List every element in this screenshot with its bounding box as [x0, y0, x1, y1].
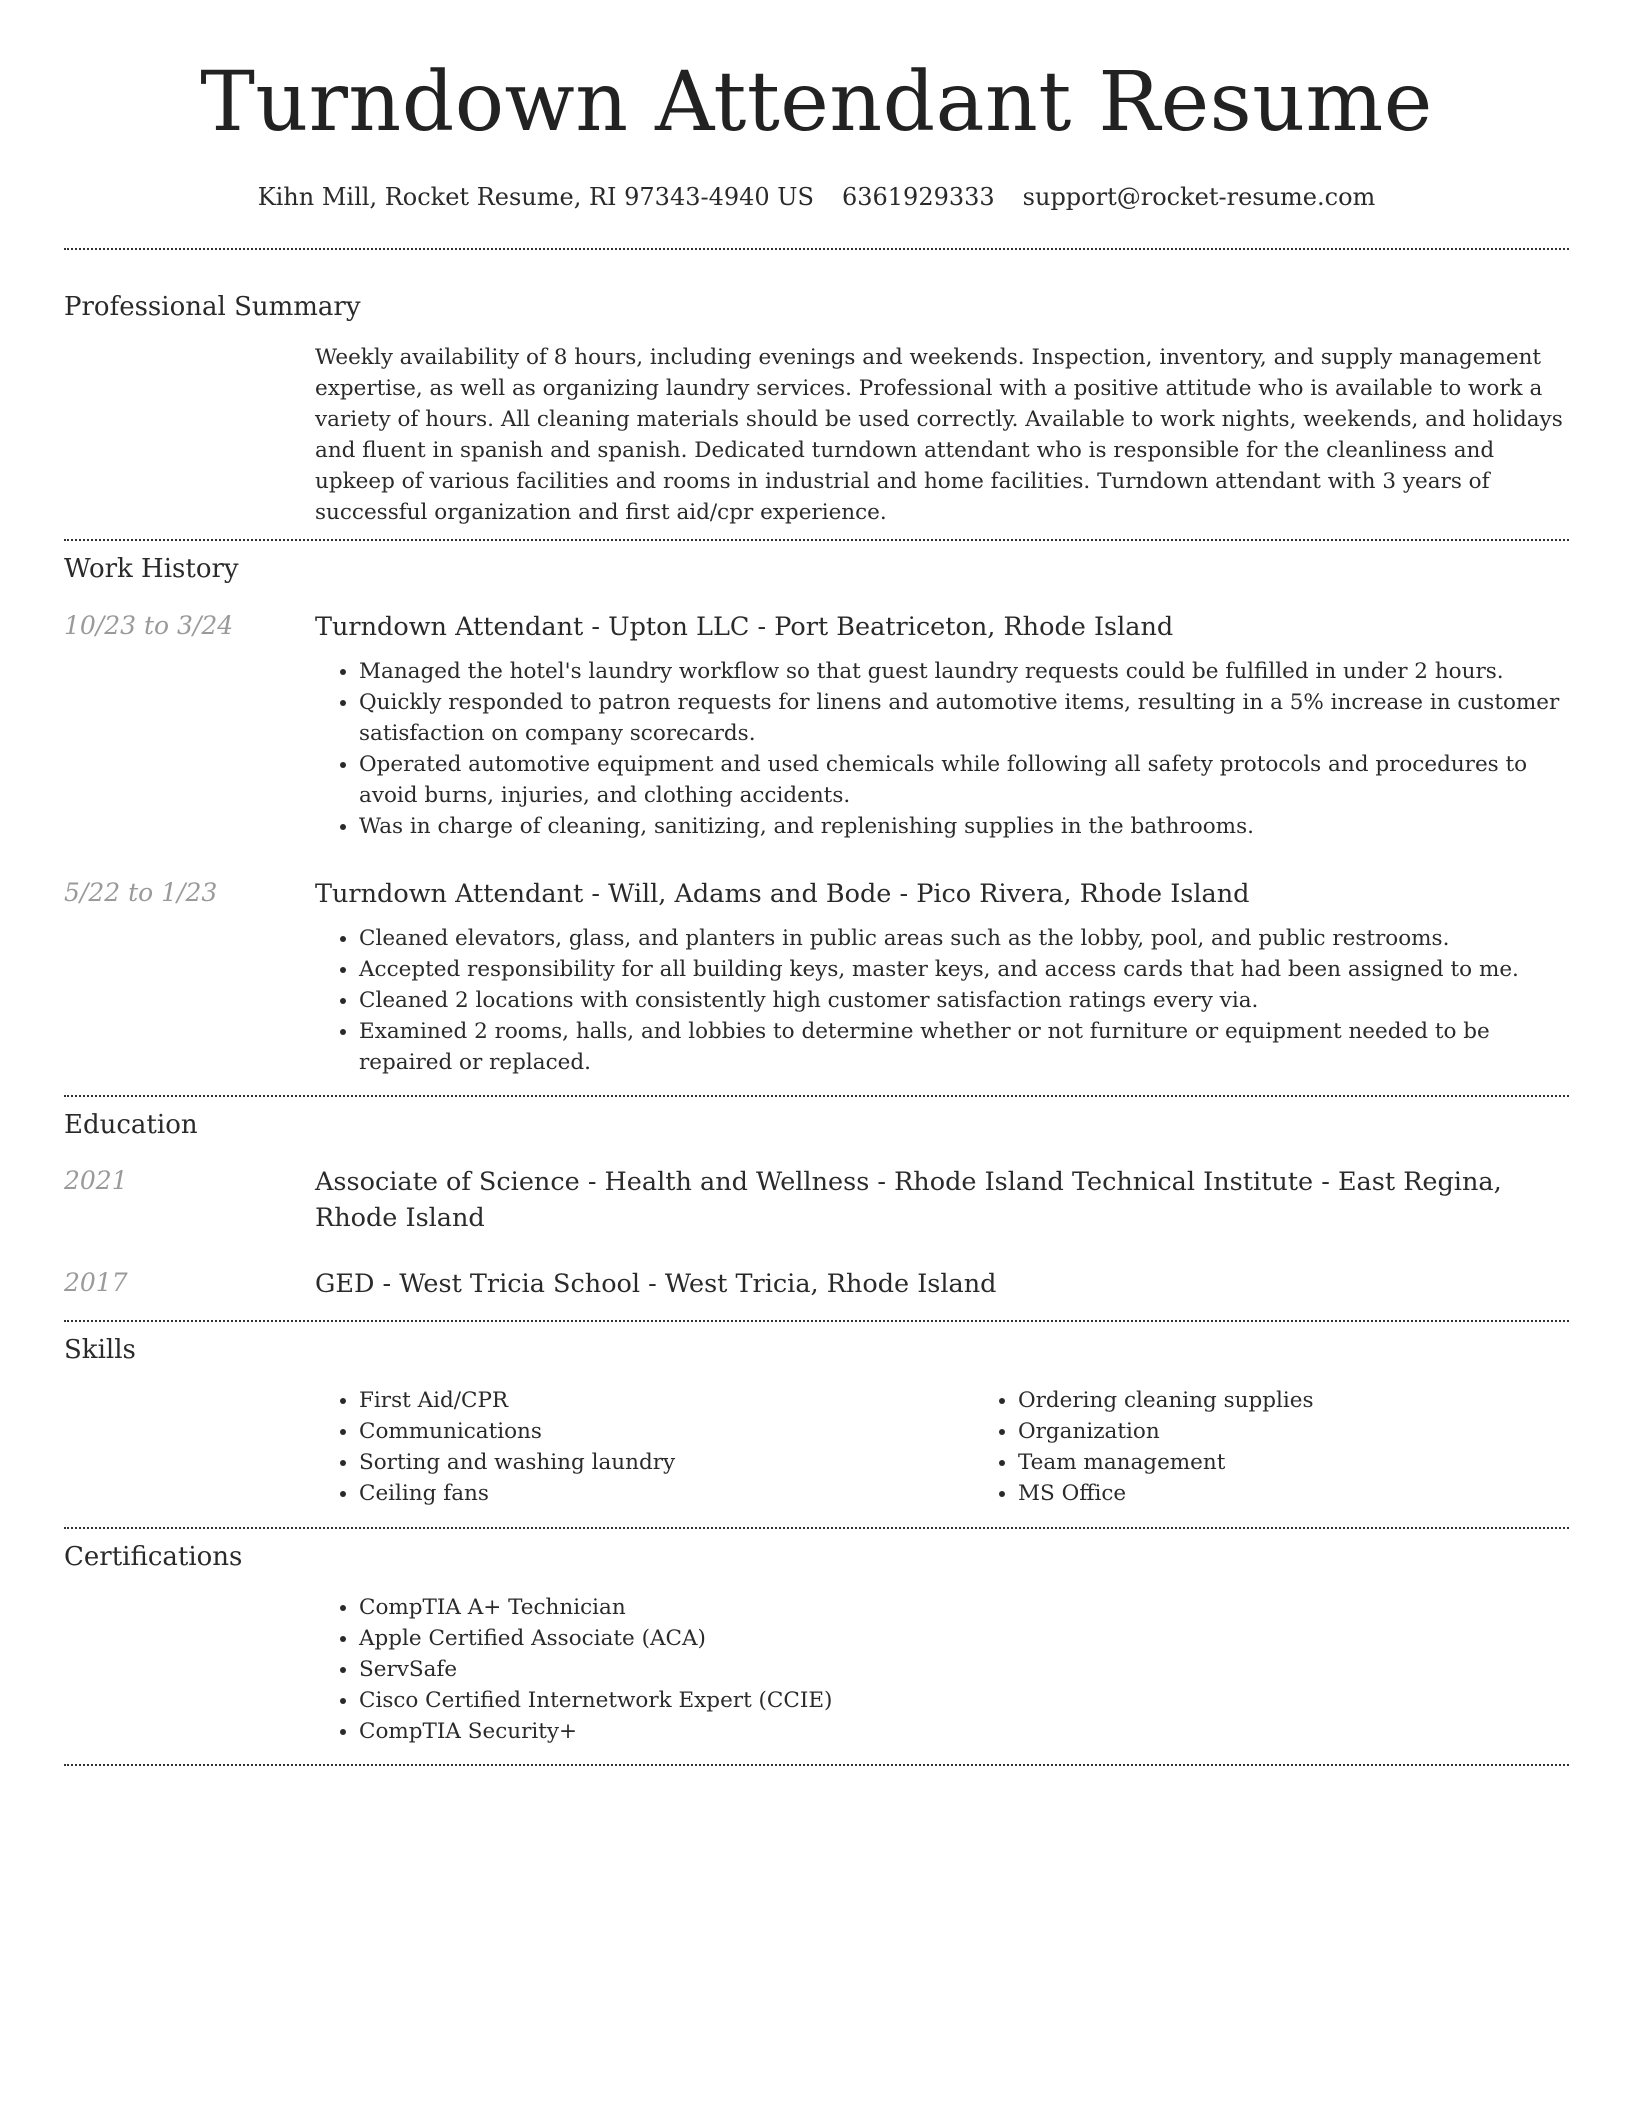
education-year: 2017	[64, 1268, 128, 1297]
education-divider	[64, 1320, 1569, 1322]
list-item: • Ceiling fans	[359, 1478, 974, 1509]
list-item: • Organization	[1018, 1416, 1632, 1447]
list-item: • Ordering cleaning supplies	[1018, 1385, 1632, 1416]
list-item: • Managed the hotel's laundry workflow so that guest laundry requests could be fulfilled in under 2 hours.	[359, 656, 1569, 687]
skills-columns	[315, 1385, 1632, 1509]
work-history-heading: Work History	[64, 554, 239, 584]
list-item: • ServSafe	[359, 1654, 1569, 1685]
education-section	[64, 1108, 1569, 1302]
contact-email: support@rocket-resume.com	[1022, 183, 1376, 211]
list-item: • Cleaned elevators, glass, and planters in public areas such as the lobby, pool, and public restrooms.	[359, 923, 1569, 954]
list-item: • Operated automotive equipment and used chemicals while following all safety protocols and procedures to avoid burns, injuries, and clothing accidents.	[359, 749, 1569, 811]
list-item: • Examined 2 rooms, halls, and lobbies to determine whether or not furniture or equipment needed to be repaired or replaced.	[359, 1016, 1569, 1078]
job-entry	[64, 876, 1569, 1078]
resume-page	[64, 0, 1569, 1766]
list-item: • MS Office	[1018, 1478, 1632, 1509]
work-divider	[64, 1095, 1569, 1097]
list-item: • Accepted responsibility for all building keys, master keys, and access cards that had been assigned to me.	[359, 954, 1569, 985]
list-item: • Communications	[359, 1416, 974, 1447]
education-entry	[64, 1266, 1569, 1302]
education-heading-text: GED - West Tricia School - West Tricia, Rhode Island	[315, 1269, 997, 1299]
list-item: • Apple Certified Associate (ACA)	[359, 1623, 1569, 1654]
job-dates: 5/22 to 1/23	[64, 878, 218, 907]
list-item: • Cleaned 2 locations with consistently high customer satisfaction ratings every via.	[359, 985, 1569, 1016]
summary-spacer	[64, 342, 315, 528]
certifications-heading: Certifications	[64, 1542, 243, 1572]
education-entry	[64, 1164, 1569, 1236]
job-entry	[64, 609, 1569, 842]
work-history-section	[64, 552, 1569, 1078]
summary-heading: Professional Summary	[64, 292, 361, 322]
job-duties-list	[315, 923, 1569, 1078]
contact-line	[64, 180, 1569, 214]
list-item: • Team management	[1018, 1447, 1632, 1478]
certifications-spacer	[64, 1592, 315, 1747]
contact-phone: 6361929333	[841, 183, 995, 211]
job-dates: 10/23 to 3/24	[64, 611, 234, 640]
job-heading: Turndown Attendant - Upton LLC - Port Beatriceton, Rhode Island	[315, 612, 1174, 642]
education-year: 2021	[64, 1166, 128, 1195]
skills-list-left	[315, 1385, 974, 1509]
job-heading: Turndown Attendant - Will, Adams and Bode - Pico Rivera, Rhode Island	[315, 879, 1250, 909]
resume-title: Turndown Attendant Resume	[200, 55, 1433, 150]
summary-divider	[64, 539, 1569, 541]
list-item: • CompTIA Security+	[359, 1716, 1569, 1747]
education-heading: Education	[64, 1110, 198, 1140]
list-item: • First Aid/CPR	[359, 1385, 974, 1416]
certifications-list	[315, 1592, 1569, 1747]
list-item: • CompTIA A+ Technician	[359, 1592, 1569, 1623]
header-divider	[64, 248, 1569, 250]
job-duties-list	[315, 656, 1569, 842]
list-item: • Sorting and washing laundry	[359, 1447, 974, 1478]
skills-section	[64, 1333, 1569, 1509]
contact-address: Kihn Mill, Rocket Resume, RI 97343-4940 US	[257, 183, 814, 211]
education-heading-text: Associate of Science - Health and Wellness - Rhode Island Technical Institute - East Regina, Rhode Island	[315, 1167, 1502, 1233]
skills-divider	[64, 1527, 1569, 1529]
list-item: • Was in charge of cleaning, sanitizing, and replenishing supplies in the bathrooms.	[359, 811, 1569, 842]
summary-text: Weekly availability of 8 hours, including evenings and weekends. Inspection, inventory, and supply management expertise, as well as organizing laundry services. Professional with a positive attitude who is available to work a variety of hours. All cleaning materials should be used correctly. Available to work nights, weekends, and holidays and fluent in spanish and spanish. Dedicated turndown attendant who is responsible for the cleanliness and upkeep of various facilities and rooms in industrial and home facilities. Turndown attendant with 3 years of successful organization and first aid/cpr experience.	[315, 345, 1563, 525]
skills-spacer	[64, 1385, 315, 1509]
summary-section	[64, 290, 1569, 528]
skills-heading: Skills	[64, 1335, 136, 1365]
certifications-divider	[64, 1764, 1569, 1766]
list-item: • Quickly responded to patron requests for linens and automotive items, resulting in a 5% increase in customer satisfaction on company scorecards.	[359, 687, 1569, 749]
list-item: • Cisco Certified Internetwork Expert (CCIE)	[359, 1685, 1569, 1716]
skills-list-right	[974, 1385, 1632, 1509]
certifications-section	[64, 1540, 1569, 1747]
